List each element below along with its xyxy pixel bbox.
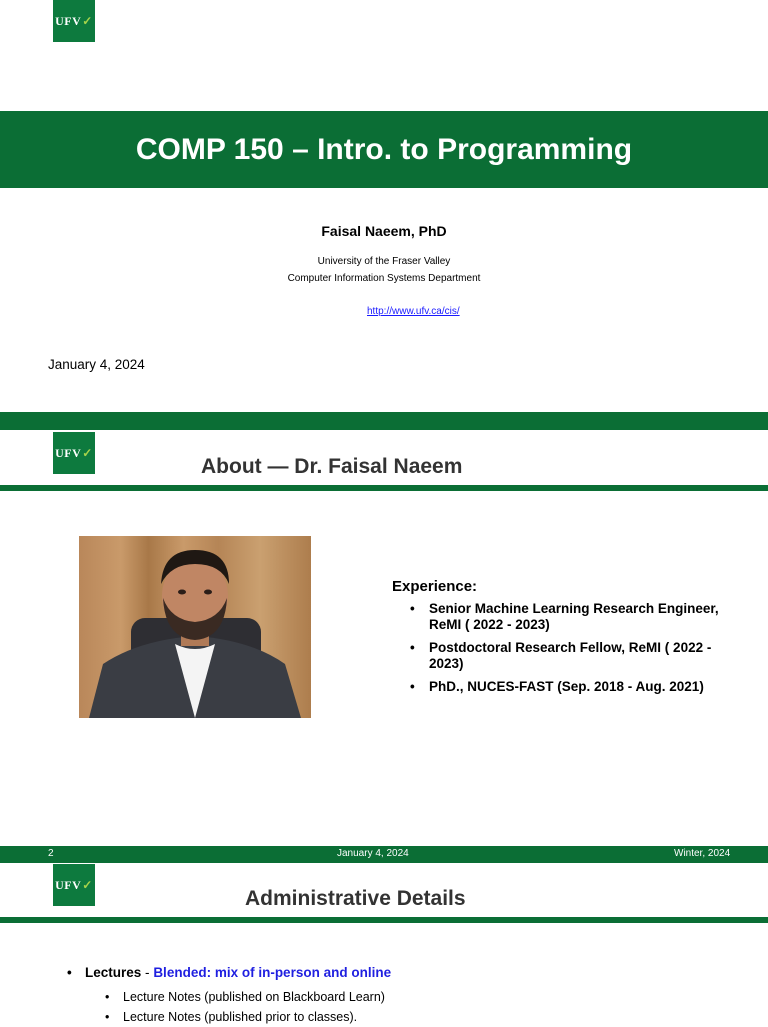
list-item: • Lecture Notes (published on Blackboard Learn) (105, 987, 747, 1007)
leaf-icon: ✓ (82, 445, 93, 460)
leaf-icon: ✓ (82, 877, 93, 892)
ufv-logo: UFV ✓ (53, 432, 95, 474)
slide-title: COMP 150 – Intro. to Programming (135, 132, 633, 166)
slide-footer (0, 846, 768, 863)
footer-date: January 4, 2024 (337, 848, 409, 859)
list-item: • Postdoctoral Research Fellow, ReMI ( 2022 - 2023) (410, 640, 730, 672)
list-item: • PhD., NUCES-FAST (Sep. 2018 - Aug. 2021) (410, 679, 730, 695)
lectures-separator: - (145, 965, 150, 980)
slide-title: Administrative Details (245, 887, 466, 910)
page-number: 2 (48, 848, 54, 859)
list-item: • Senior Machine Learning Research Engineer, ReMI ( 2022 - 2023) (410, 601, 730, 633)
ufv-logo: UFV ✓ (53, 864, 95, 906)
lectures-item (67, 963, 747, 983)
slide-title: About — Dr. Faisal Naeem (201, 455, 463, 478)
lectures-label: Lectures (85, 965, 142, 980)
experience-heading: Experience: (392, 578, 478, 595)
title-underline (0, 485, 768, 491)
ufv-logo: UFV ✓ (53, 0, 95, 42)
title-underline (0, 917, 768, 923)
lectures-mode: Blended: mix of in-person and online (153, 965, 392, 980)
list-item: • Lecture Notes (published prior to classes). (105, 1007, 747, 1027)
title-banner (0, 111, 768, 188)
footer-term: Winter, 2024 (674, 848, 731, 859)
experience-list (410, 601, 730, 702)
author-name: Faisal Naeem, PhD (321, 223, 447, 239)
institution-name: University of the Fraser Valley (317, 256, 451, 267)
slide-separator (0, 412, 768, 430)
profile-photo (79, 536, 311, 718)
administrative-list (67, 963, 747, 1027)
presentation-date: January 4, 2024 (48, 357, 145, 372)
department-url-link[interactable]: http://www.ufv.ca/cis/ (367, 306, 460, 317)
department-name: Computer Information Systems Department (287, 273, 481, 284)
leaf-icon: ✓ (82, 13, 93, 28)
